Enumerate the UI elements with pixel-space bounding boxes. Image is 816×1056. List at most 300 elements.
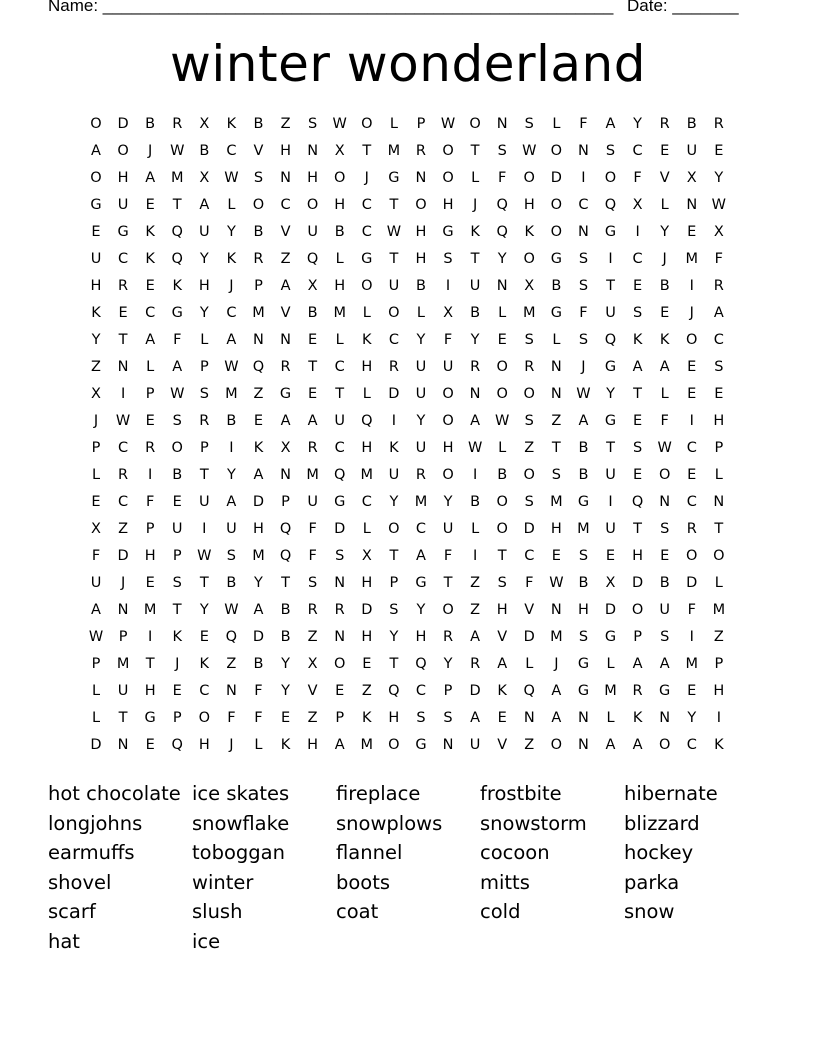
grid-letter: C bbox=[226, 305, 237, 321]
word-list-item: shovel bbox=[48, 870, 112, 894]
grid-letter: B bbox=[578, 575, 589, 591]
grid-letter: P bbox=[172, 548, 182, 564]
grid-letter: Q bbox=[496, 224, 508, 240]
grid-letter: O bbox=[415, 197, 427, 213]
grid-letter: K bbox=[632, 332, 643, 348]
grid-letter: H bbox=[361, 575, 373, 591]
grid-letter: U bbox=[307, 224, 318, 240]
grid-letter: L bbox=[660, 386, 669, 402]
grid-letter: G bbox=[361, 251, 373, 267]
grid-letter: O bbox=[361, 116, 373, 132]
grid-letter: U bbox=[171, 521, 183, 537]
grid-letter: J bbox=[175, 656, 180, 672]
grid-letter: R bbox=[415, 143, 426, 159]
grid-letter: D bbox=[686, 575, 698, 591]
grid-letter: T bbox=[199, 467, 209, 483]
grid-letter: D bbox=[523, 521, 535, 537]
grid-letter: S bbox=[389, 602, 399, 618]
grid-letter: S bbox=[578, 548, 589, 564]
grid-letter: F bbox=[443, 548, 453, 564]
grid-letter: C bbox=[334, 359, 345, 375]
word-list-item: scarf bbox=[48, 900, 96, 924]
grid-letter: S bbox=[578, 332, 589, 348]
grid-letter: V bbox=[280, 224, 291, 240]
grid-letter: L bbox=[552, 332, 561, 348]
grid-letter: O bbox=[658, 467, 671, 483]
grid-letter: L bbox=[714, 575, 723, 591]
grid-letter: A bbox=[280, 413, 291, 429]
grid-letter: R bbox=[713, 116, 724, 132]
grid-letter: O bbox=[90, 116, 102, 132]
grid-letter: R bbox=[307, 440, 318, 456]
grid-letter: A bbox=[551, 683, 562, 699]
grid-letter: Z bbox=[470, 602, 481, 618]
grid-letter: E bbox=[362, 656, 372, 672]
grid-letter: Z bbox=[280, 251, 291, 267]
grid-letter: T bbox=[443, 575, 453, 591]
grid-letter: S bbox=[443, 251, 453, 267]
grid-row bbox=[83, 246, 733, 273]
grid-letter: I bbox=[608, 494, 613, 510]
grid-row bbox=[83, 273, 733, 300]
grid-letter: X bbox=[686, 170, 697, 186]
grid-letter: L bbox=[335, 332, 344, 348]
grid-letter: A bbox=[226, 332, 237, 348]
grid-letter: R bbox=[118, 278, 129, 294]
grid-letter: C bbox=[632, 251, 643, 267]
grid-letter: E bbox=[660, 143, 670, 159]
grid-letter: F bbox=[254, 710, 263, 726]
grid-letter: T bbox=[172, 197, 182, 213]
grid-letter: P bbox=[389, 575, 399, 591]
grid-row bbox=[83, 300, 733, 327]
grid-letter: C bbox=[334, 440, 345, 456]
grid-letter: E bbox=[172, 494, 182, 510]
grid-letter: G bbox=[388, 170, 400, 186]
grid-letter: L bbox=[362, 521, 371, 537]
grid-letter: M bbox=[685, 656, 698, 672]
grid-letter: B bbox=[686, 116, 697, 132]
word-list-item: fireplace bbox=[336, 782, 421, 805]
grid-letter: Z bbox=[524, 737, 535, 753]
grid-letter: K bbox=[470, 224, 480, 240]
grid-letter: E bbox=[605, 548, 616, 564]
grid-letter: Y bbox=[714, 170, 724, 186]
grid-letter: L bbox=[227, 197, 236, 213]
grid-letter: I bbox=[689, 629, 694, 645]
grid-letter: Q bbox=[171, 737, 183, 753]
grid-letter: X bbox=[443, 305, 453, 321]
grid-letter: K bbox=[632, 710, 643, 726]
grid-letter: L bbox=[714, 467, 723, 483]
grid-letter: C bbox=[118, 440, 129, 456]
grid-letter: K bbox=[226, 251, 237, 267]
grid-letter: F bbox=[227, 710, 236, 726]
grid-letter: O bbox=[550, 197, 563, 213]
grid-letter: S bbox=[714, 359, 724, 375]
grid-letter: P bbox=[633, 629, 642, 645]
grid-letter: A bbox=[253, 602, 264, 618]
grid-letter: G bbox=[604, 224, 617, 240]
grid-letter: U bbox=[388, 278, 400, 294]
grid-letter: A bbox=[253, 467, 264, 483]
grid-letter: U bbox=[469, 737, 481, 753]
grid-letter: E bbox=[687, 386, 697, 402]
grid-letter: U bbox=[605, 467, 616, 483]
grid-letter: N bbox=[659, 494, 671, 510]
grid-letter: K bbox=[172, 278, 182, 294]
grid-letter: W bbox=[170, 143, 185, 159]
grid-letter: G bbox=[604, 413, 617, 429]
grid-letter: I bbox=[581, 170, 586, 186]
grid-letter: I bbox=[472, 467, 478, 483]
grid-letter: N bbox=[334, 575, 346, 591]
grid-row bbox=[83, 678, 733, 705]
grid-letter: P bbox=[199, 359, 209, 375]
grid-letter: S bbox=[253, 170, 264, 186]
grid-letter: V bbox=[497, 737, 508, 753]
grid-letter: U bbox=[307, 494, 318, 510]
grid-letter: V bbox=[307, 683, 318, 699]
grid-letter: F bbox=[660, 413, 669, 429]
grid-letter: O bbox=[117, 143, 129, 159]
grid-letter: H bbox=[198, 278, 210, 294]
grid-letter: E bbox=[91, 224, 101, 240]
grid-letter: A bbox=[605, 116, 616, 132]
grid-letter: T bbox=[281, 575, 290, 591]
grid-letter: Z bbox=[280, 116, 291, 132]
word-list-item: frostbite bbox=[480, 782, 562, 805]
grid-letter: Y bbox=[199, 251, 209, 267]
grid-letter: Y bbox=[497, 251, 507, 267]
grid-letter: U bbox=[117, 683, 129, 699]
grid-letter: U bbox=[469, 278, 481, 294]
grid-letter: N bbox=[496, 116, 508, 132]
grid-letter: V bbox=[659, 170, 670, 186]
grid-letter: E bbox=[280, 710, 291, 726]
grid-letter: X bbox=[91, 386, 101, 402]
grid-letter: Y bbox=[606, 386, 615, 402]
grid-row bbox=[83, 111, 733, 138]
grid-letter: O bbox=[90, 170, 102, 186]
grid-letter: P bbox=[335, 710, 345, 726]
grid-letter: D bbox=[117, 116, 129, 132]
grid-letter: P bbox=[199, 440, 209, 456]
grid-letter: G bbox=[171, 305, 183, 321]
grid-letter: L bbox=[525, 656, 534, 672]
grid-letter: R bbox=[442, 629, 454, 645]
grid-letter: M bbox=[360, 737, 374, 753]
grid-letter: O bbox=[658, 737, 671, 753]
grid-letter: U bbox=[199, 224, 210, 240]
grid-letter: R bbox=[470, 359, 481, 375]
grid-letter: O bbox=[334, 656, 346, 672]
grid-letter: O bbox=[550, 143, 563, 159]
grid-letter: D bbox=[550, 170, 562, 186]
grid-letter: T bbox=[606, 278, 615, 294]
grid-letter: A bbox=[226, 494, 237, 510]
grid-letter: L bbox=[362, 305, 371, 321]
grid-letter: U bbox=[226, 521, 237, 537]
grid-letter: C bbox=[686, 737, 697, 753]
grid-letter: L bbox=[200, 332, 209, 348]
grid-letter: M bbox=[116, 656, 130, 672]
grid-letter: S bbox=[524, 332, 534, 348]
grid-letter: P bbox=[714, 440, 724, 456]
grid-letter: L bbox=[146, 359, 155, 375]
grid-letter: E bbox=[660, 548, 670, 564]
grid-letter: M bbox=[170, 170, 184, 186]
grid-letter: O bbox=[388, 305, 400, 321]
word-list-item: longjohns bbox=[48, 811, 143, 835]
grid-letter: J bbox=[472, 197, 478, 213]
grid-letter: M bbox=[360, 467, 374, 483]
grid-letter: J bbox=[554, 656, 559, 672]
grid-letter: G bbox=[659, 683, 671, 699]
grid-letter: S bbox=[199, 386, 209, 402]
grid-letter: R bbox=[659, 116, 670, 132]
grid-letter: E bbox=[633, 413, 643, 429]
grid-letter: H bbox=[388, 710, 400, 726]
grid-letter: Q bbox=[279, 521, 292, 537]
grid-letter: T bbox=[308, 359, 318, 375]
grid-letter: E bbox=[145, 575, 155, 591]
grid-letter: T bbox=[633, 521, 643, 537]
grid-row bbox=[83, 705, 733, 732]
grid-letter: A bbox=[307, 413, 318, 429]
grid-letter: N bbox=[550, 386, 562, 402]
grid-letter: Q bbox=[225, 629, 238, 645]
grid-letter: E bbox=[308, 332, 318, 348]
grid-letter: F bbox=[498, 170, 507, 186]
grid-letter: G bbox=[90, 197, 102, 213]
grid-letter: B bbox=[307, 305, 318, 321]
grid-letter: R bbox=[524, 359, 535, 375]
grid-letter: W bbox=[467, 440, 483, 456]
grid-letter: H bbox=[144, 548, 156, 564]
grid-letter: B bbox=[226, 575, 237, 591]
grid-letter: E bbox=[660, 305, 670, 321]
word-list-item: snowflake bbox=[192, 811, 290, 835]
grid-letter: F bbox=[579, 305, 588, 321]
grid-letter: L bbox=[498, 305, 507, 321]
grid-letter: O bbox=[252, 197, 265, 213]
grid-letter: I bbox=[689, 413, 694, 429]
grid-letter: J bbox=[229, 737, 234, 753]
grid-letter: J bbox=[229, 278, 234, 294]
grid-letter: H bbox=[361, 359, 373, 375]
grid-letter: E bbox=[687, 359, 697, 375]
grid-letter: O bbox=[388, 521, 400, 537]
grid-letter: R bbox=[145, 440, 156, 456]
grid-letter: F bbox=[308, 548, 317, 564]
grid-letter: X bbox=[713, 224, 724, 240]
word-list-item: flannel bbox=[336, 841, 403, 865]
grid-letter: R bbox=[713, 278, 724, 294]
grid-letter: K bbox=[91, 305, 101, 321]
word-list-item: blizzard bbox=[624, 811, 700, 835]
grid-letter: F bbox=[91, 548, 101, 564]
grid-letter: K bbox=[253, 440, 264, 456]
grid-letter: X bbox=[632, 197, 643, 213]
grid-letter: Y bbox=[254, 575, 263, 591]
grid-letter: S bbox=[497, 143, 507, 159]
grid-letter: U bbox=[415, 440, 427, 456]
grid-letter: D bbox=[632, 575, 644, 591]
grid-row bbox=[83, 543, 733, 570]
grid-letter: T bbox=[389, 656, 399, 672]
grid-letter: O bbox=[442, 170, 454, 186]
grid-letter: A bbox=[334, 737, 345, 753]
grid-letter: O bbox=[388, 737, 400, 753]
grid-letter: U bbox=[605, 521, 616, 537]
grid-letter: Y bbox=[687, 710, 697, 726]
grid-letter: R bbox=[334, 602, 345, 618]
grid-letter: E bbox=[551, 548, 561, 564]
grid-letter: H bbox=[361, 440, 373, 456]
grid-letter: Y bbox=[416, 332, 426, 348]
grid-letter: P bbox=[443, 683, 453, 699]
grid-letter: C bbox=[415, 521, 427, 537]
grid-letter: E bbox=[714, 143, 724, 159]
grid-letter: N bbox=[713, 494, 725, 510]
grid-letter: T bbox=[389, 548, 399, 564]
grid-letter: H bbox=[550, 521, 562, 537]
grid-letter: V bbox=[524, 602, 535, 618]
grid-letter: A bbox=[470, 629, 481, 645]
grid-letter: L bbox=[606, 710, 615, 726]
grid-letter: M bbox=[577, 521, 590, 537]
grid-letter: E bbox=[497, 710, 507, 726]
grid-letter: K bbox=[199, 656, 210, 672]
grid-letter: S bbox=[578, 251, 589, 267]
grid-letter: Z bbox=[524, 440, 535, 456]
grid-letter: S bbox=[308, 575, 318, 591]
grid-letter: A bbox=[632, 359, 643, 375]
grid-letter: H bbox=[361, 629, 373, 645]
grid-letter: G bbox=[550, 305, 562, 321]
grid-letter: G bbox=[550, 251, 562, 267]
grid-letter: N bbox=[659, 710, 671, 726]
grid-letter: P bbox=[281, 494, 290, 510]
grid-letter: E bbox=[145, 278, 155, 294]
grid-letter: Z bbox=[118, 521, 129, 537]
grid-letter: T bbox=[145, 656, 155, 672]
grid-letter: U bbox=[415, 359, 427, 375]
grid-letter: L bbox=[552, 116, 561, 132]
grid-letter: F bbox=[687, 602, 696, 618]
grid-letter: Q bbox=[306, 251, 319, 267]
grid-letter: M bbox=[333, 305, 346, 321]
grid-letter: G bbox=[442, 224, 454, 240]
grid-letter: O bbox=[171, 440, 183, 456]
grid-letter: H bbox=[334, 278, 346, 294]
grid-letter: Q bbox=[171, 224, 183, 240]
grid-letter: B bbox=[226, 413, 237, 429]
grid-letter: Y bbox=[633, 116, 643, 132]
grid-letter: O bbox=[442, 413, 454, 429]
grid-letter: W bbox=[224, 170, 239, 186]
grid-letter: K bbox=[145, 224, 155, 240]
grid-letter: S bbox=[605, 143, 616, 159]
grid-letter: B bbox=[253, 116, 264, 132]
grid-letter: C bbox=[686, 440, 697, 456]
grid-letter: Y bbox=[281, 683, 290, 699]
grid-letter: U bbox=[90, 251, 102, 267]
grid-letter: L bbox=[254, 737, 263, 753]
grid-letter: G bbox=[415, 737, 427, 753]
grid-letter: Y bbox=[470, 332, 480, 348]
grid-letter: R bbox=[388, 359, 399, 375]
grid-letter: F bbox=[633, 170, 642, 186]
grid-letter: E bbox=[633, 467, 643, 483]
grid-letter: F bbox=[525, 575, 534, 591]
grid-row bbox=[83, 516, 733, 543]
grid-letter: D bbox=[252, 629, 265, 645]
grid-letter: M bbox=[712, 602, 726, 618]
grid-letter: Z bbox=[470, 575, 481, 591]
grid-letter: Q bbox=[631, 494, 644, 510]
grid-letter: E bbox=[633, 278, 643, 294]
grid-letter: O bbox=[361, 278, 373, 294]
grid-letter: N bbox=[280, 467, 291, 483]
grid-letter: E bbox=[172, 683, 182, 699]
grid-letter: X bbox=[334, 143, 345, 159]
grid-letter: B bbox=[253, 224, 264, 240]
grid-letter: P bbox=[416, 116, 426, 132]
grid-letter: Y bbox=[660, 224, 670, 240]
grid-letter: N bbox=[578, 143, 589, 159]
header bbox=[48, 0, 748, 18]
grid-letter: H bbox=[442, 440, 454, 456]
grid-letter: Y bbox=[443, 656, 453, 672]
grid-letter: M bbox=[143, 602, 157, 618]
grid-letter: W bbox=[522, 143, 537, 159]
grid-letter: B bbox=[280, 602, 291, 618]
grid-letter: O bbox=[604, 170, 617, 186]
grid-letter: V bbox=[253, 143, 264, 159]
grid-letter: W bbox=[386, 224, 402, 240]
grid-letter: D bbox=[469, 683, 481, 699]
grid-letter: N bbox=[550, 602, 562, 618]
grid-letter: Q bbox=[252, 359, 265, 375]
grid-letter: T bbox=[118, 710, 128, 726]
grid-letter: G bbox=[334, 494, 346, 510]
grid-letter: F bbox=[308, 521, 317, 537]
grid-letter: N bbox=[523, 710, 535, 726]
grid-letter: D bbox=[334, 521, 346, 537]
grid-letter: T bbox=[362, 143, 372, 159]
grid-letter: N bbox=[117, 737, 129, 753]
grid-letter: S bbox=[524, 494, 534, 510]
grid-letter: H bbox=[198, 737, 210, 753]
grid-letter: G bbox=[117, 224, 129, 240]
date-field-label: Date: _______ bbox=[627, 0, 739, 15]
grid-letter: I bbox=[148, 629, 153, 645]
word-list-item: toboggan bbox=[192, 841, 285, 865]
grid-letter: P bbox=[91, 656, 101, 672]
grid-letter: X bbox=[199, 116, 210, 132]
grid-letter: K bbox=[389, 440, 399, 456]
grid-letter: B bbox=[659, 575, 670, 591]
grid-letter: L bbox=[660, 197, 669, 213]
grid-letter: S bbox=[632, 440, 643, 456]
grid-letter: O bbox=[442, 386, 454, 402]
grid-letter: S bbox=[524, 413, 534, 429]
grid-letter: D bbox=[523, 629, 535, 645]
grid-letter: Z bbox=[307, 629, 318, 645]
grid-letter: G bbox=[577, 656, 590, 672]
